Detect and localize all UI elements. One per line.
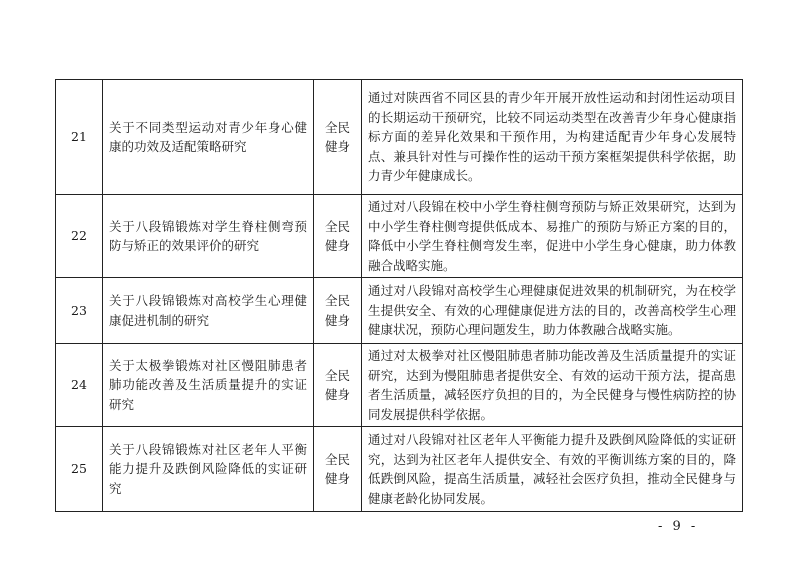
research-topics-table xyxy=(55,79,743,512)
topic-cell: 关于八段锦锻炼对高校学生心理健康促进机制的研究 xyxy=(103,278,314,344)
description-cell: 通过对八段锦对高校学生心理健康促进效果的机制研究，为在校学生提供安全、有效的心理健康促进方法的目的，改善高校学生心理健康状况，预防心理问题发生，助力体教融合战略实施。 xyxy=(362,278,743,344)
category-cell: 全民健身 xyxy=(314,278,362,344)
description-cell: 通过对八段锦在校中小学生脊柱侧弯预防与矫正效果研究，达到为中小学生脊柱侧弯提供低成本、易推广的预防与矫正方案的目的，降低中小学生脊柱侧弯发生率，促进中小学生身心健康，助力体教融合战略实施。 xyxy=(362,195,743,278)
row-number: 23 xyxy=(56,278,103,344)
topic-cell: 关于不同类型运动对青少年身心健康的功效及适配策略研究 xyxy=(103,80,314,195)
description-cell: 通过对陕西省不同区县的青少年开展开放性运动和封闭性运动项目的长期运动干预研究，比较不同运动类型在改善青少年身心健康指标方面的差异化效果和干预作用，为构建适配青少年身心发展特点、兼具针对性与可操作性的运动干预方案框架提供科学依据，助力青少年健康成长。 xyxy=(362,80,743,195)
table-row xyxy=(56,427,743,512)
topic-cell: 关于八段锦锻炼对社区老年人平衡能力提升及跌倒风险降低的实证研究 xyxy=(103,427,314,512)
category-cell: 全民健身 xyxy=(314,195,362,278)
topic-cell: 关于太极拳锻炼对社区慢阻肺患者肺功能改善及生活质量提升的实证研究 xyxy=(103,344,314,427)
table-row xyxy=(56,195,743,278)
category-cell: 全民健身 xyxy=(314,344,362,427)
row-number: 25 xyxy=(56,427,103,512)
table-row xyxy=(56,344,743,427)
description-cell: 通过对八段锦对社区老年人平衡能力提升及跌倒风险降低的实证研究，达到为社区老年人提供安全、有效的平衡训练方案的目的，降低跌倒风险，提高生活质量，减轻社会医疗负担，推动全民健身与健康老龄化协同发展。 xyxy=(362,427,743,512)
table-row xyxy=(56,80,743,195)
row-number: 22 xyxy=(56,195,103,278)
row-number: 24 xyxy=(56,344,103,427)
description-cell: 通过对太极拳对社区慢阻肺患者肺功能改善及生活质量提升的实证研究，达到为慢阻肺患者提供安全、有效的运动干预方法，提高患者生活质量，减轻医疗负担的目的，为全民健身与慢性病防控的协同发展提供科学依据。 xyxy=(362,344,743,427)
category-cell: 全民健身 xyxy=(314,427,362,512)
row-number: 21 xyxy=(56,80,103,195)
page-number: - 9 - xyxy=(658,519,699,534)
category-cell: 全民健身 xyxy=(314,80,362,195)
table-row xyxy=(56,278,743,344)
topic-cell: 关于八段锦锻炼对学生脊柱侧弯预防与矫正的效果评价的研究 xyxy=(103,195,314,278)
